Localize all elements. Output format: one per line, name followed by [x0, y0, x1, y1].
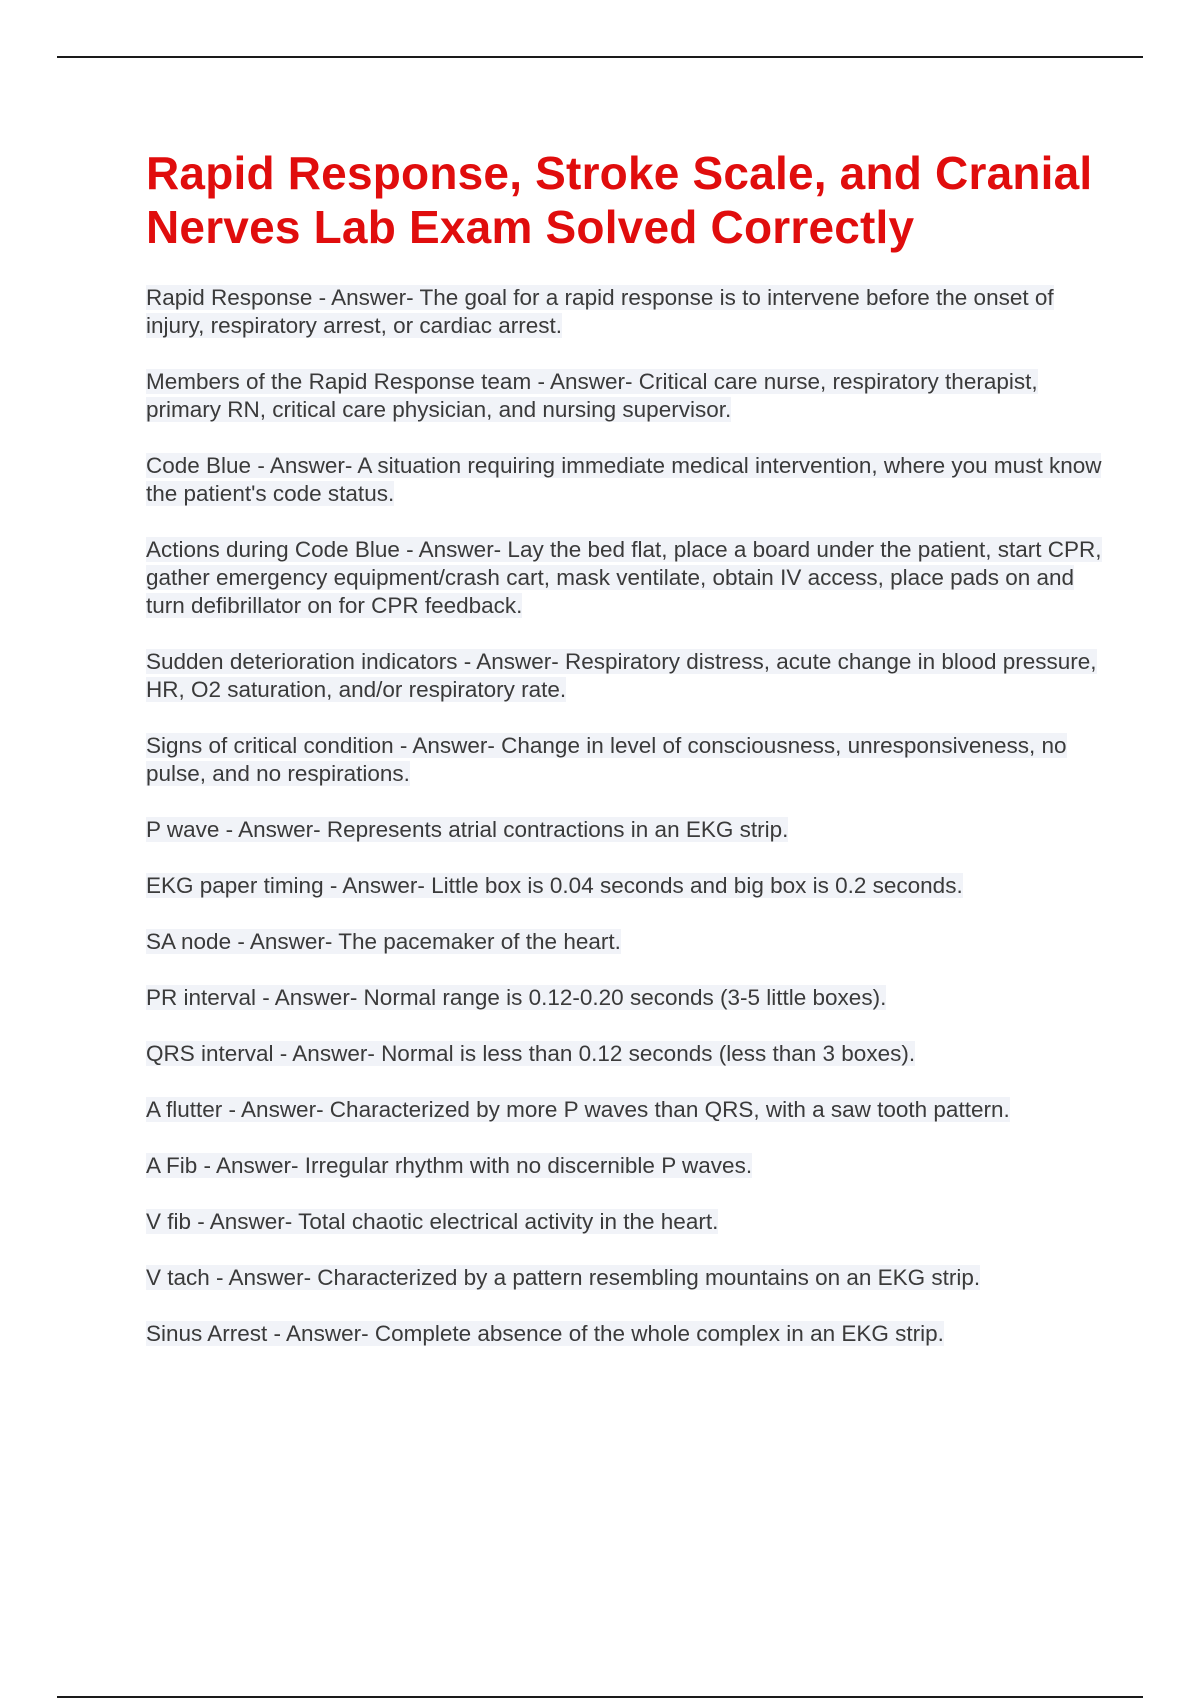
qa-item — [146, 1264, 1106, 1292]
qa-item — [146, 536, 1106, 620]
qa-item — [146, 1208, 1106, 1236]
qa-item — [146, 984, 1106, 1012]
qa-item — [146, 928, 1106, 956]
qa-text: Signs of critical condition - Answer- Change in level of consciousness, unresponsiveness, no pulse, and no respirations. — [146, 733, 1067, 786]
qa-item — [146, 368, 1106, 424]
document-title: Rapid Response, Stroke Scale, and Cranial Nerves Lab Exam Solved Correctly — [146, 147, 1093, 253]
qa-text: Members of the Rapid Response team - Answer- Critical care nurse, respiratory therapist, primary RN, critical care physician, and nursing supervisor. — [146, 369, 1038, 422]
qa-text: SA node - Answer- The pacemaker of the heart. — [146, 929, 621, 954]
qa-item — [146, 872, 1106, 900]
qa-text: Code Blue - Answer- A situation requiring immediate medical intervention, where you must know the patient's code status. — [146, 453, 1102, 506]
qa-item — [146, 648, 1106, 704]
qa-text: A Fib - Answer- Irregular rhythm with no discernible P waves. — [146, 1153, 753, 1178]
qa-text: V fib - Answer- Total chaotic electrical activity in the heart. — [146, 1209, 719, 1234]
qa-item — [146, 816, 1106, 844]
qa-text: Sudden deterioration indicators - Answer- Respiratory distress, acute change in blood pressure, HR, O2 saturation, and/or respiratory rate. — [146, 649, 1097, 702]
qa-text: EKG paper timing - Answer- Little box is 0.04 seconds and big box is 0.2 seconds. — [146, 873, 963, 898]
qa-item — [146, 284, 1106, 340]
qa-text: PR interval - Answer- Normal range is 0.12-0.20 seconds (3-5 little boxes). — [146, 985, 887, 1010]
qa-item — [146, 1152, 1106, 1180]
document-body — [146, 146, 1106, 1376]
qa-item — [146, 1096, 1106, 1124]
top-rule — [57, 56, 1143, 58]
qa-item — [146, 732, 1106, 788]
qa-item — [146, 452, 1106, 508]
qa-item — [146, 1040, 1106, 1068]
qa-text: Actions during Code Blue - Answer- Lay the bed flat, place a board under the patient, start CPR, gather emergency equipment/crash cart, mask ventilate, obtain IV access, place pads on and turn defibrillator on for CPR feedback. — [146, 537, 1102, 618]
qa-text: Rapid Response - Answer- The goal for a rapid response is to intervene before the onset of injury, respiratory arrest, or cardiac arrest. — [146, 285, 1054, 338]
qa-text: V tach - Answer- Characterized by a pattern resembling mountains on an EKG strip. — [146, 1265, 981, 1290]
qa-text: QRS interval - Answer- Normal is less than 0.12 seconds (less than 3 boxes). — [146, 1041, 916, 1066]
qa-text: P wave - Answer- Represents atrial contractions in an EKG strip. — [146, 817, 789, 842]
qa-text: Sinus Arrest - Answer- Complete absence of the whole complex in an EKG strip. — [146, 1321, 944, 1346]
qa-text: A flutter - Answer- Characterized by more P waves than QRS, with a saw tooth pattern. — [146, 1097, 1010, 1122]
bottom-rule — [57, 1696, 1143, 1698]
qa-item — [146, 1320, 1106, 1348]
qa-list — [146, 284, 1106, 1348]
